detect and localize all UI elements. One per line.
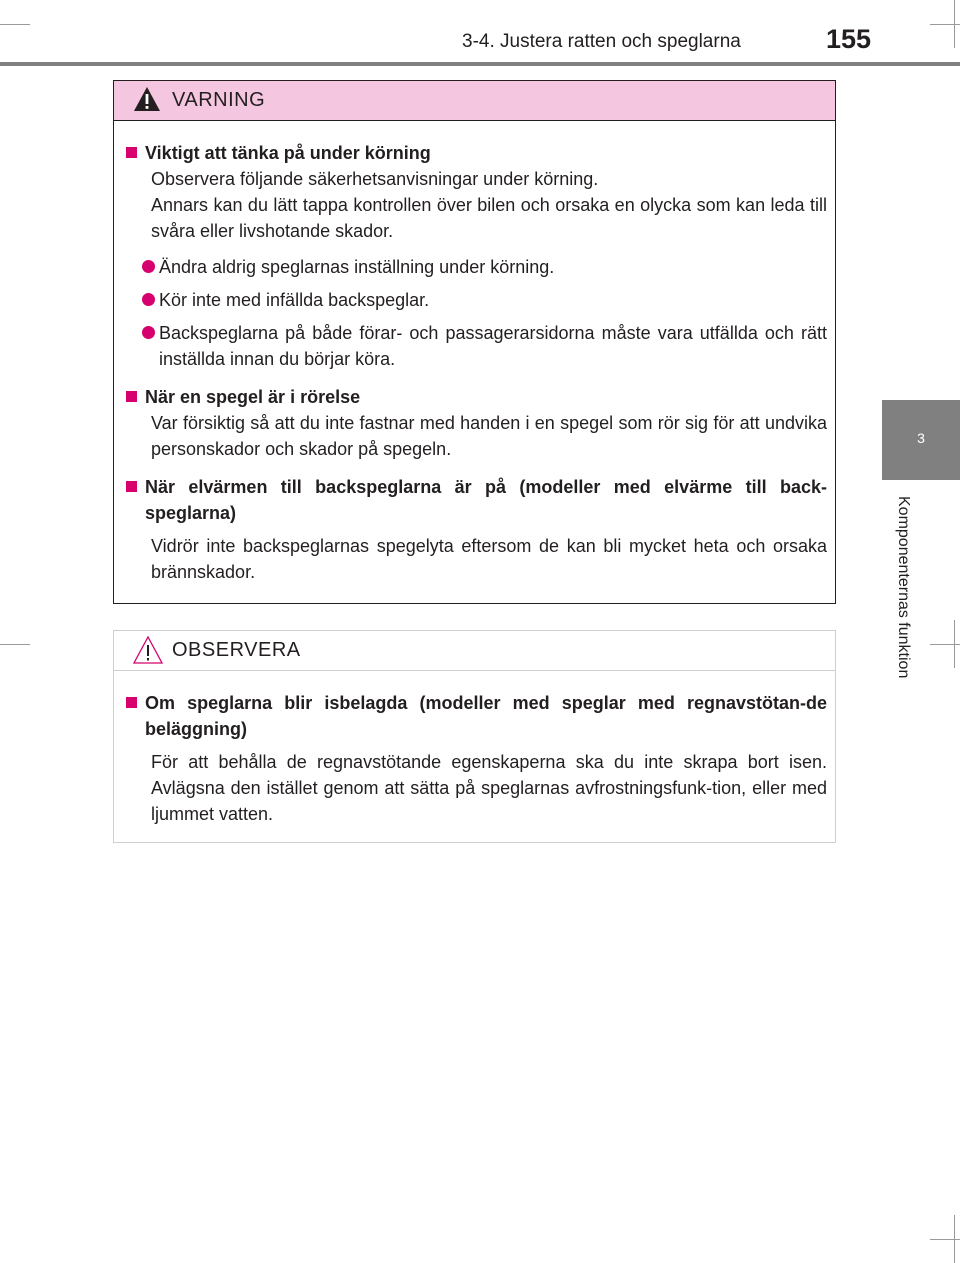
chapter-number: 3 bbox=[917, 430, 925, 446]
warning-label: VARNING bbox=[172, 89, 266, 111]
notice-box bbox=[113, 630, 836, 843]
notice-label: OBSERVERA bbox=[172, 639, 301, 661]
crop-mark bbox=[0, 644, 30, 645]
paragraph: Var försiktig så att du inte fastnar med handen i en spegel som rör sig för att undvika personskador och skador på spegeln. bbox=[151, 413, 827, 459]
notice-content bbox=[114, 671, 835, 827]
paragraph: Vidrör inte backspeglarnas spegelyta eftersom de kan bli mycket heta och orsaka brännskador. bbox=[151, 536, 827, 582]
caution-triangle-icon bbox=[132, 634, 164, 666]
crop-mark bbox=[930, 24, 960, 25]
section-title: 3-4. Justera ratten och speglarna bbox=[462, 31, 741, 52]
round-bullet-icon bbox=[142, 260, 155, 273]
warning-heading: När elvärmen till backspeglarna är på (modeller med elvärme till back-speglarna) bbox=[126, 474, 827, 526]
paragraph: För att behålla de regnavstötande egenskaperna ska du inte skrapa bort isen. Avlägsna den istället genom att sätta på speglarnas avfrostningsfunk-tion, eller med ljummet vatten. bbox=[151, 752, 827, 824]
chapter-tab bbox=[882, 400, 960, 480]
header-rule bbox=[0, 62, 960, 66]
paragraph: Annars kan du lätt tappa kontrollen över bilen och orsaka en olycka som kan leda till svåra eller livshotande skador. bbox=[151, 195, 827, 241]
square-bullet-icon bbox=[126, 147, 137, 158]
crop-mark bbox=[0, 24, 30, 25]
warning-heading: När en spegel är i rörelse bbox=[126, 384, 827, 410]
square-bullet-icon bbox=[126, 481, 137, 492]
warning-box bbox=[113, 80, 836, 604]
square-bullet-icon bbox=[126, 391, 137, 402]
crop-mark bbox=[930, 1239, 960, 1240]
crop-mark bbox=[930, 644, 960, 645]
notice-header bbox=[114, 631, 835, 671]
warning-content bbox=[114, 121, 835, 585]
page-number: 155 bbox=[826, 24, 872, 54]
paragraph: Observera följande säkerhetsanvisningar under körning. bbox=[151, 169, 599, 189]
list-item: Ändra aldrig speglarnas inställning under körning. bbox=[142, 254, 827, 280]
round-bullet-icon bbox=[142, 293, 155, 306]
round-bullet-icon bbox=[142, 326, 155, 339]
warning-triangle-icon bbox=[132, 84, 162, 114]
chapter-title: Komponenternas funktion bbox=[895, 496, 912, 679]
notice-heading: Om speglarna blir isbelagda (modeller med speglar med regnavstötan-de beläggning) bbox=[126, 690, 827, 742]
warning-heading: Viktigt att tänka på under körning bbox=[126, 140, 827, 166]
list-item: Backspeglarna på både förar- och passagerarsidorna måste vara utfällda och rätt inställda innan du börjar köra. bbox=[142, 320, 827, 372]
warning-header bbox=[114, 81, 835, 121]
list-item: Kör inte med infällda backspeglar. bbox=[142, 287, 827, 313]
square-bullet-icon bbox=[126, 697, 137, 708]
